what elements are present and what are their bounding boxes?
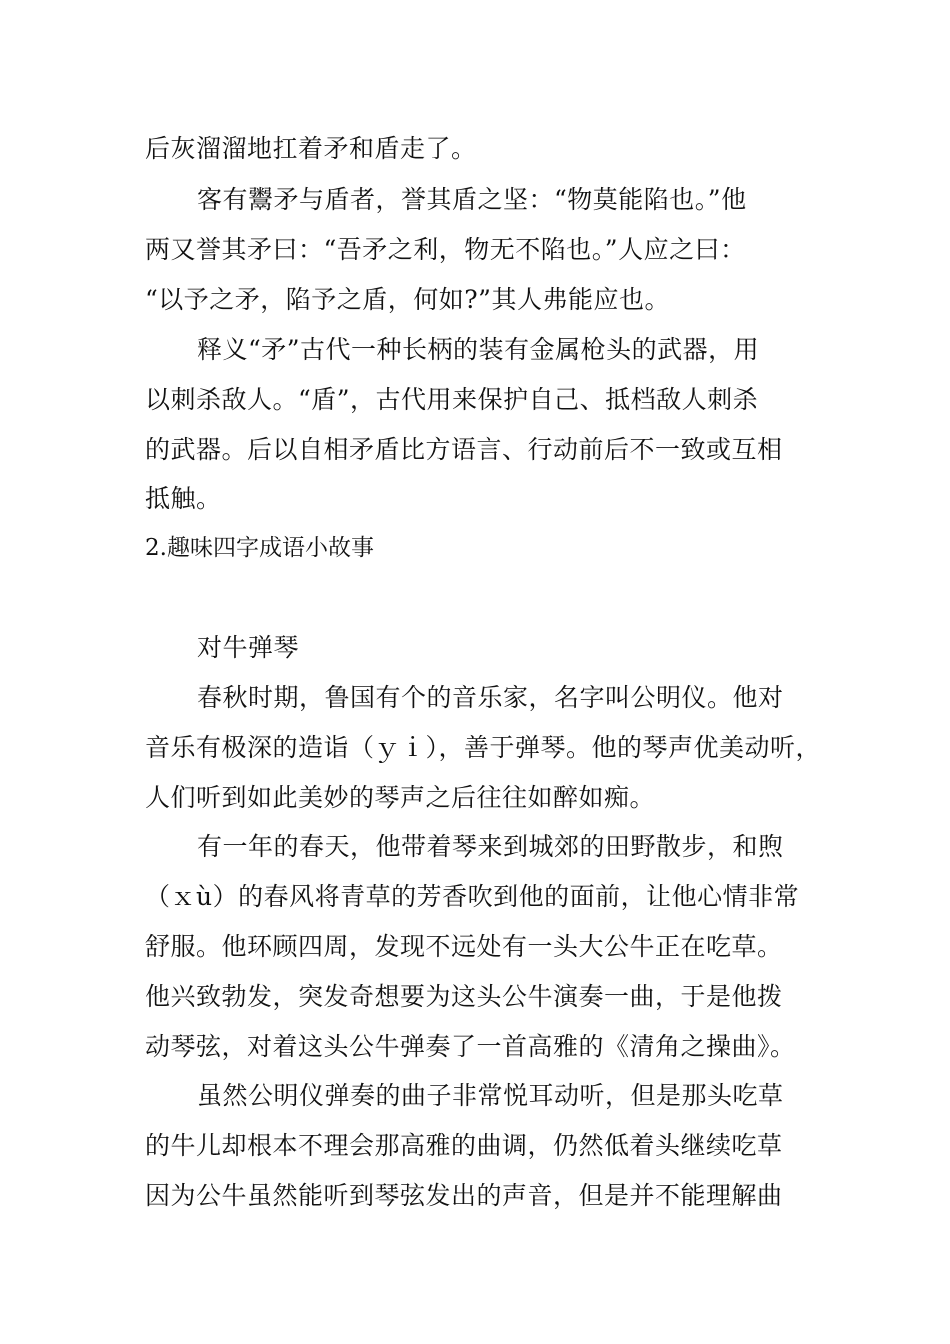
text-line: 因为公牛虽然能听到琴弦发出的声音，但是并不能理解曲 — [145, 1181, 783, 1210]
text-line: 人们听到如此美妙的琴声之后往往如醉如痴。 — [145, 783, 656, 812]
text-line: 后灰溜溜地扛着矛和盾走了。 — [145, 134, 477, 163]
text-line: 两又誉其矛曰：“吾矛之利，物无不陷也。”人应之曰： — [145, 235, 746, 264]
text-line: 有一年的春天，他带着琴来到城郊的田野散步，和煦 — [197, 832, 784, 861]
text-line: 春秋时期，鲁国有个的音乐家，名字叫公明仪。他对 — [197, 683, 784, 712]
text-line: 动琴弦，对着这头公牛弹奏了一首高雅的《清角之操曲》。 — [145, 1032, 796, 1061]
text-line: 抵触。 — [145, 484, 222, 513]
text-line: 以刺杀敌人。“盾”，古代用来保护自己、抵档敌人刺杀 — [145, 385, 759, 414]
text-line: 的牛儿却根本不理会那高雅的曲调，仍然低着头继续吃草 — [145, 1131, 783, 1160]
text-line: 音乐有极深的造诣（ｙｉ），善于弹琴。他的琴声优美动听， — [145, 733, 822, 762]
text-line: 客有鬻矛与盾者，誉其盾之坚：“物莫能陷也。”他 — [197, 185, 747, 214]
text-line: 舒服。他环顾四周，发现不远处有一头大公牛正在吃草。 — [145, 932, 783, 961]
text-line: “以予之矛，陷予之盾，何如?”其人弗能应也。 — [145, 285, 670, 314]
text-line: 他兴致勃发，突发奇想要为这头公牛演奏一曲，于是他拨 — [145, 982, 783, 1011]
text-line: （ｘù）的春风将青草的芳香吹到他的面前，让他心情非常 — [145, 882, 800, 911]
section-heading: 2.趣味四字成语小故事 — [145, 535, 374, 561]
text-line: 的武器。后以自相矛盾比方语言、行动前后不一致或互相 — [145, 435, 783, 464]
story-title: 对牛弹琴 — [197, 633, 300, 662]
text-line: 虽然公明仪弹奏的曲子非常悦耳动听，但是那头吃草 — [197, 1081, 784, 1110]
text-line: 释义“矛”古代一种长柄的装有金属枪头的武器，用 — [197, 335, 760, 364]
